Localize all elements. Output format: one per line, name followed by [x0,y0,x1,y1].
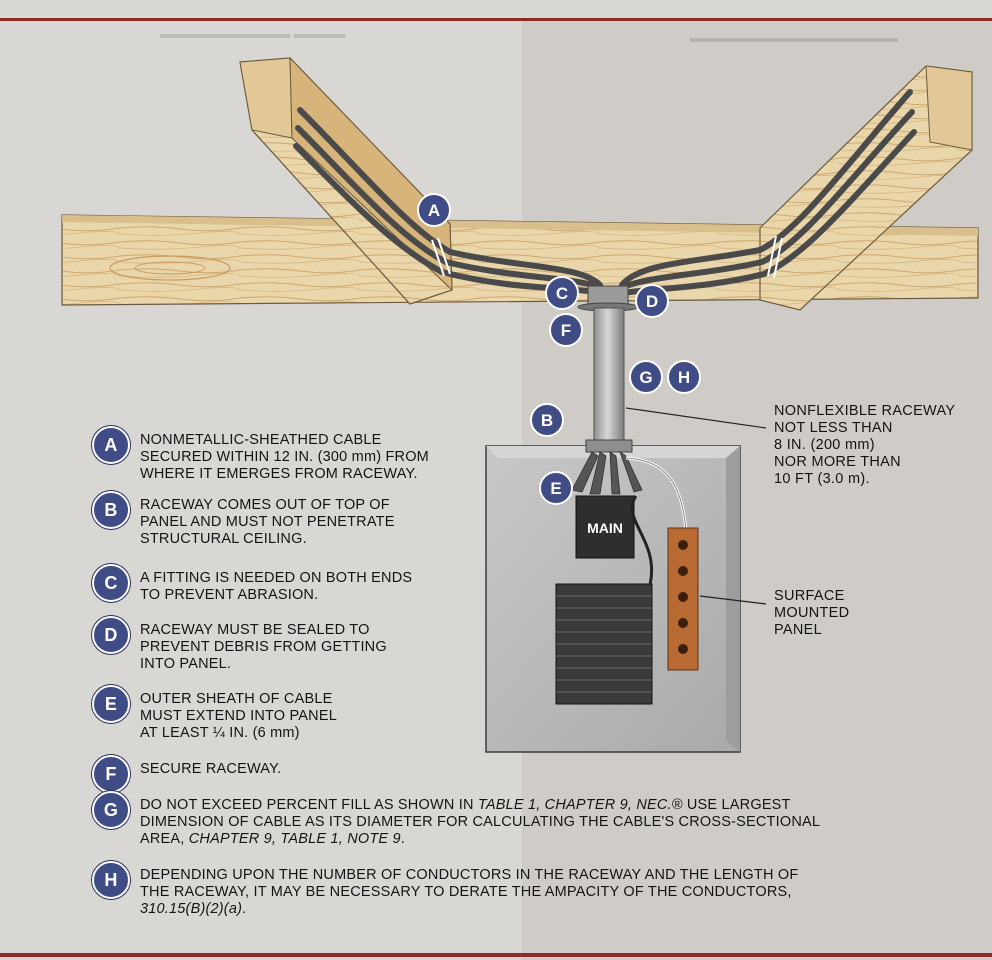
note-d-text: RACEWAY MUST BE SEALED TO PREVENT DEBRIS FROM GETTING INTO PANEL. [140,622,387,672]
marker-a [418,194,450,226]
svg-text:G: G [639,368,653,387]
marker-e [540,472,572,504]
marker-d [636,285,668,317]
note-f-badge: F [92,755,130,793]
surface-panel-callout: SURFACE MOUNTED PANEL [774,588,850,638]
note-h-badge: H [92,861,130,899]
note-b-text: RACEWAY COMES OUT OF TOP OF PANEL AND MUST NOT PENETRATE STRUCTURAL CEILING. [140,497,395,547]
note-c-text: A FITTING IS NEEDED ON BOTH ENDS TO PREVENT ABRASION. [140,570,413,603]
raceway-conduit [594,308,624,444]
svg-text:H: H [677,368,691,387]
svg-text:F: F [560,321,572,340]
note-e-badge: E [92,685,130,723]
note-c [92,570,412,604]
note-h-text: DEPENDING UPON THE NUMBER OF CONDUCTORS IN THE RACEWAY AND THE LENGTH OF THE RACEWAY, IT MAY BE NECESSARY TO DERATE THE AMPACITY OF THE CONDUCTORS, 310.15(B)(2)(a). [140,867,799,917]
note-a [92,432,429,483]
raceway-leader-line [626,408,766,428]
note-f-text: SECURE RACEWAY. [140,761,282,777]
marker-h [668,361,700,393]
note-e [92,691,337,742]
svg-text:C: C [555,284,569,303]
marker-b [531,404,563,436]
bleed-through-heading-right: ▬▬▬▬▬▬▬▬▬▬▬▬▬▬▬▬ [690,30,898,45]
note-e-text: OUTER SHEATH OF CABLE MUST EXTEND INTO PANEL AT LEAST ¼ IN. (6 mm) [140,691,337,741]
note-g-text: DO NOT EXCEED PERCENT FILL AS SHOWN IN TABLE 1, CHAPTER 9, NEC.® USE LARGEST DIMENSION OF CABLE AS ITS DIAMETER FOR CALCULATING THE CABLE'S CROSS-SECTIONAL AREA, CHAPTER 9, TABLE 1, NOTE 9. [140,797,821,847]
note-g [92,797,820,848]
note-a-badge: A [92,426,130,464]
svg-text:E: E [550,479,562,498]
svg-text:B: B [540,411,554,430]
marker-g [630,361,662,393]
note-d-badge: D [92,616,130,654]
raceway-spec-callout: NONFLEXIBLE RACEWAY NOT LESS THAN 8 IN. (200 mm) NOR MORE THAN 10 FT (3.0 m). [774,403,956,487]
bleed-through-heading: ▬▬▬▬ ▬▬▬▬▬▬▬▬▬▬ [160,26,346,41]
note-b-badge: B [92,491,130,529]
main-breaker-label: MAIN [587,520,623,536]
svg-text:A: A [427,201,441,220]
note-h [92,867,798,918]
marker-f [550,314,582,346]
note-a-text: NONMETALLIC-SHEATHED CABLE SECURED WITHIN 12 IN. (300 mm) FROM WHERE IT EMERGES FROM RACEWAY. [140,432,429,482]
note-d [92,622,387,673]
note-c-badge: C [92,564,130,602]
breaker-bank [556,584,652,704]
svg-text:D: D [645,292,659,311]
note-f [92,761,281,793]
note-g-badge: G [92,791,130,829]
marker-c [546,277,578,309]
note-b [92,497,395,548]
